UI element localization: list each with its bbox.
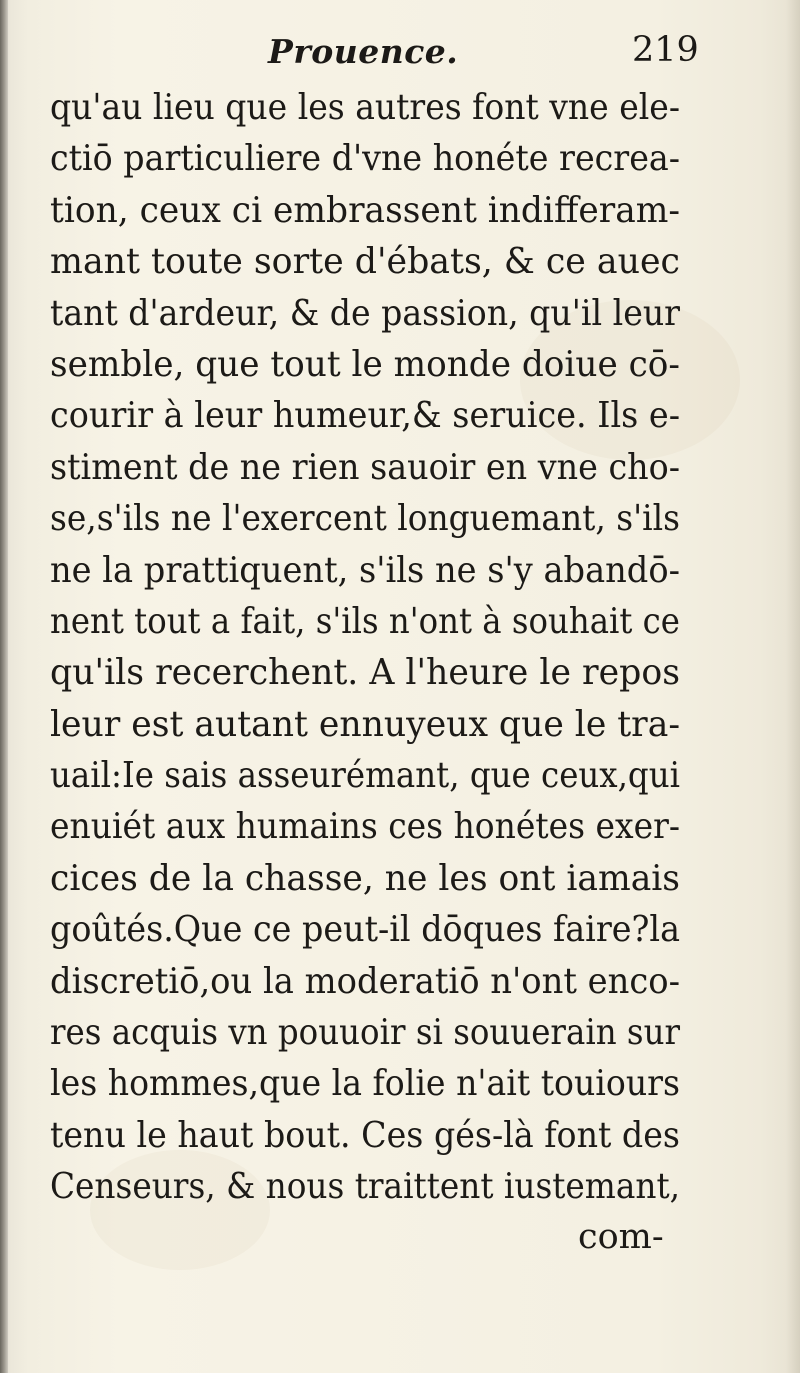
text-line: courir à leur humeur,& seruice. Ils e- [50, 395, 681, 437]
body-text [50, 82, 690, 1213]
text-line: nent tout a fait, s'ils n'ont à souhait ce [50, 600, 680, 642]
text-line: Censeurs, & nous traittent iustemant, [50, 1166, 681, 1208]
running-head [50, 0, 699, 82]
text-line: se,s'ils ne l'exercent longuemant, s'ils [50, 498, 680, 540]
page-number: 219 [632, 30, 699, 70]
book-gutter [0, 0, 8, 1373]
text-line: tenu le haut bout. Ces gés-là font des [50, 1114, 680, 1156]
text-line: uail:Ie sais asseurémant, que ceux,qui [50, 755, 680, 797]
page-edge-shadow [786, 0, 800, 1373]
text-line: les hommes,que la folie n'ait touiours [50, 1063, 681, 1105]
page-text-block [50, 0, 699, 1269]
text-line: leur est autant ennuyeux que le tra- [50, 703, 681, 745]
text-line: semble, que tout le monde doiue cō- [50, 343, 680, 385]
text-line: cices de la chasse, ne les ont iamais [50, 857, 681, 899]
catchword-row [50, 1213, 690, 1269]
text-line: enuiét aux humains ces honétes exer- [50, 806, 681, 848]
running-title: Prouence. [268, 32, 459, 71]
catchword: com- [578, 1216, 664, 1257]
text-line: mant toute sorte d'ébats, & ce auec [50, 241, 681, 283]
text-line: qu'au lieu que les autres font vne ele- [50, 87, 680, 128]
text-line: ne la prattiquent, s'ils ne s'y abandō- [50, 549, 680, 591]
text-line: tant d'ardeur, & de passion, qu'il leur [50, 292, 681, 334]
text-line: discretiō,ou la moderatiō n'ont enco- [50, 960, 681, 1002]
text-line: ctiō particuliere d'vne honéte recrea- [50, 138, 681, 180]
text-line: goûtés.Que ce peut-il dōques faire?la [50, 909, 680, 951]
text-line: qu'ils recerchent. A l'heure le repos [50, 652, 680, 694]
text-line: res acquis vn pouuoir si souuerain sur [50, 1012, 681, 1054]
text-line: stiment de ne rien sauoir en vne cho- [50, 446, 681, 488]
text-line: tion, ceux ci embrassent indifferam- [50, 189, 681, 231]
